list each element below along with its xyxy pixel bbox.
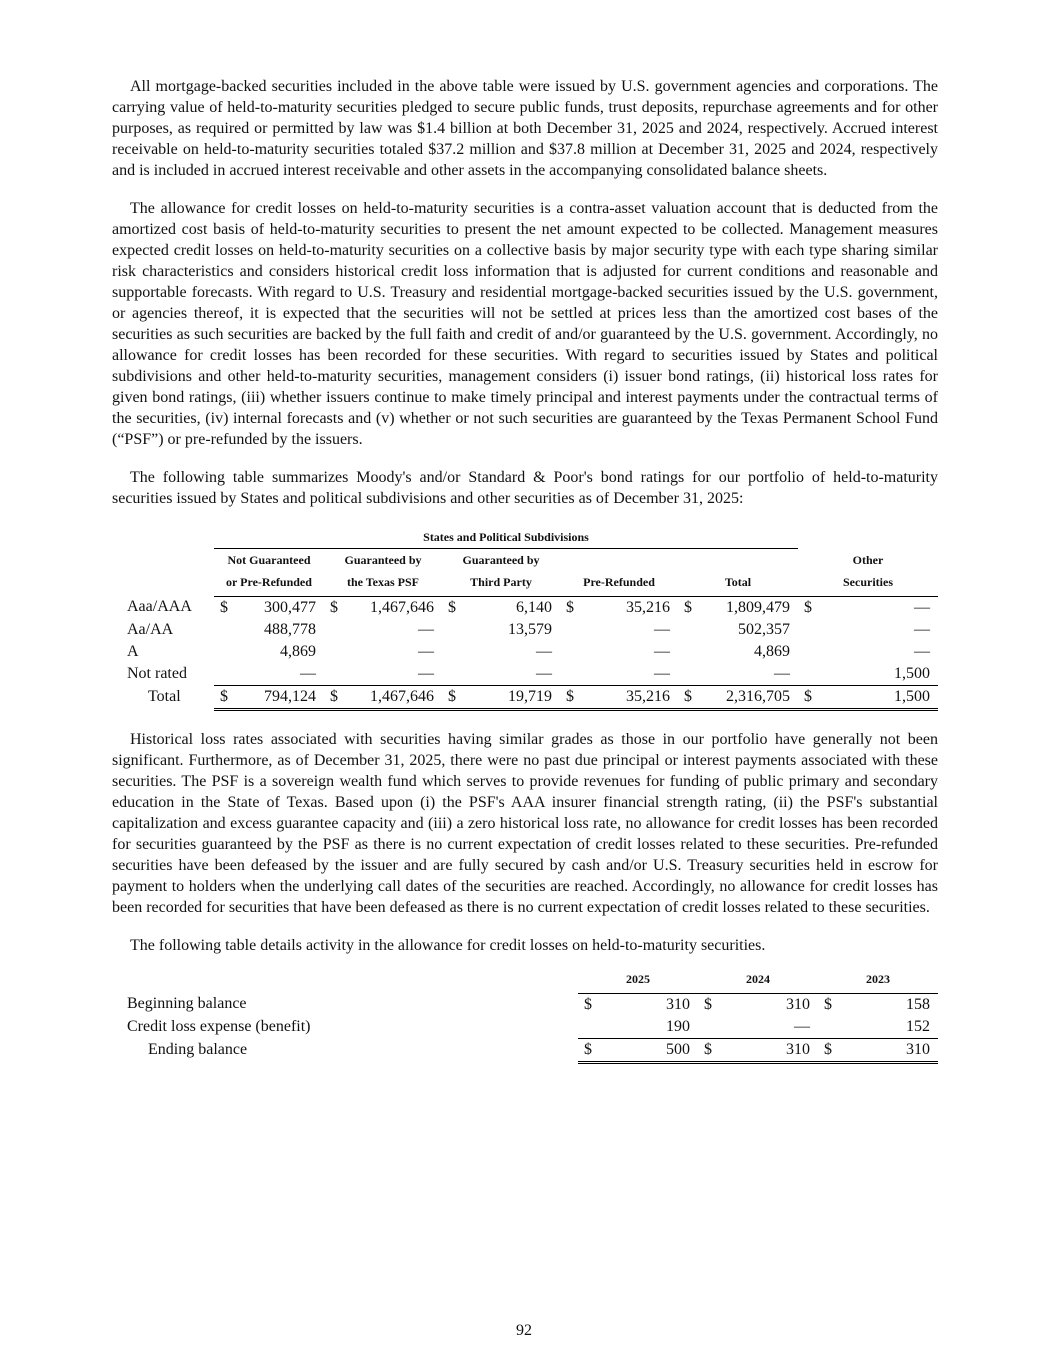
guaranteed-psf-header: Guaranteed by the Texas PSF (324, 548, 442, 596)
guaranteed-third-party-header: Guaranteed by Third Party (442, 548, 560, 596)
total-header: Total (678, 548, 798, 596)
table-row: Credit loss expense (benefit) 190 — 152 (127, 1017, 930, 1035)
table-row: Aaa/AAA $ 300,477 $ 1,467,646 $ 6,140 $ 35,216 $ 1,809,479 $ — (127, 598, 930, 616)
year-2024-header: 2024 (698, 968, 818, 994)
year-2023-header: 2023 (818, 968, 938, 994)
paragraph-allowance-intro: The following table details activity in the allowance for credit losses on held-to-maturity securities. (130, 936, 766, 954)
paragraph-mortgage-backed: All mortgage-backed securities included in the above table were issued by U.S. government agencies and corporations. The carrying value of held-to-maturity securities pledged to secure public funds, trust deposits, repurchase agreements and for other purposes, as required or permitted by law was $1.4 billion at both December 31, 2025 and 2024, respectively. Accrued interest receivable on held-to-maturity securities totaled $37.2 million and $37.8 million at December 31, 2025 and 2024, respectively and is included in accrued interest receivable and other assets in the accompanying consolidated balance sheets. (112, 78, 938, 179)
states-political-subdivisions-header: States and Political Subdivisions (214, 526, 798, 548)
pre-refunded-header: Pre-Refunded (560, 548, 678, 596)
total-row: Ending balance $ 500 $ 310 $ 310 (112, 1038, 938, 1062)
allowance-activity-table (112, 968, 938, 1064)
paragraph-historical-loss: Historical loss rates associated with securities having similar grades as those in our portfolio have generally not been significant. Furthermore, as of December 31, 2025, there were no past due principal or interest payments associated with these securities. The PSF is a sovereign wealth fund which serves to provide revenues for funding of public primary and secondary education in the State of Texas. Based upon (i) the PSF's AAA insurer financial strength rating, (ii) the PSF's substantial capitalization and excess guarantee capacity and (iii) a zero historical loss rate, no allowance for credit losses has been recorded for securities guaranteed by the PSF as there is no current expectation of credit losses related to these securities. Pre-refunded securities have been defeased by the issuer and are fully secured by cash and/or U.S. Treasury securities held in escrow for payment to holders when the underlying call dates of the securities are reached. Accordingly, no allowance for credit losses has been recorded for securities that have been defeased as there is no current expectation of credit losses related to these securities. (112, 730, 938, 916)
bond-ratings-table (112, 526, 938, 711)
page-number: 92 (516, 1322, 532, 1339)
not-guaranteed-header: Not Guaranteed or Pre-Refunded (214, 548, 324, 596)
table-row: Aa/AA 488,778 — 13,579 — 502,357 — (127, 620, 930, 638)
document-page (112, 76, 938, 1064)
table-row: Not rated — — — — — 1,500 (127, 664, 930, 682)
other-securities-header: Other Securities (798, 548, 938, 596)
year-2025-header: 2025 (578, 968, 698, 994)
total-row: Total $ 794,124 $ 1,467,646 $ 19,719 $ 35,216 $ 2,316,705 $ 1,500 (112, 685, 938, 709)
paragraph-ratings-intro: The following table summarizes Moody's and/or Standard & Poor's bond ratings for our portfolio of held-to-maturity securities issued by States and political subdivisions and other securities as of December 31, 2025: (112, 469, 938, 507)
table-row: A 4,869 — — — 4,869 — (127, 642, 930, 660)
paragraph-allowance-description: The allowance for credit losses on held-to-maturity securities is a contra-asset valuation account that is deducted from the amortized cost basis of held-to-maturity securities to present the net amount expected to be collected. Management measures expected credit losses on held-to-maturity securities on a collective basis by major security type with each type sharing similar risk characteristics and considers historical credit loss information that is adjusted for current conditions and reasonable and supportable forecasts. With regard to U.S. Treasury and residential mortgage-backed securities issued by the U.S. government, or agencies thereof, it is expected that the securities will not be settled at prices less than the amortized cost bases of the securities as such securities are backed by the full faith and credit of and/or guaranteed by the U.S. government. Accordingly, no allowance for credit losses has been recorded for these securities. With regard to securities issued by States and political subdivisions and other held-to-maturity securities, management considers (i) issuer bond ratings, (ii) historical loss rates for given bond ratings, (iii) whether issuers continue to make timely principal and interest payments under the contractual terms of the securities, (iv) internal forecasts and (v) whether or not such securities are guaranteed by the Texas Permanent School Fund (“PSF”) or pre-refunded by the issuers. (112, 200, 938, 448)
table-row: Beginning balance $ 310 $ 310 $ 158 (127, 995, 930, 1013)
